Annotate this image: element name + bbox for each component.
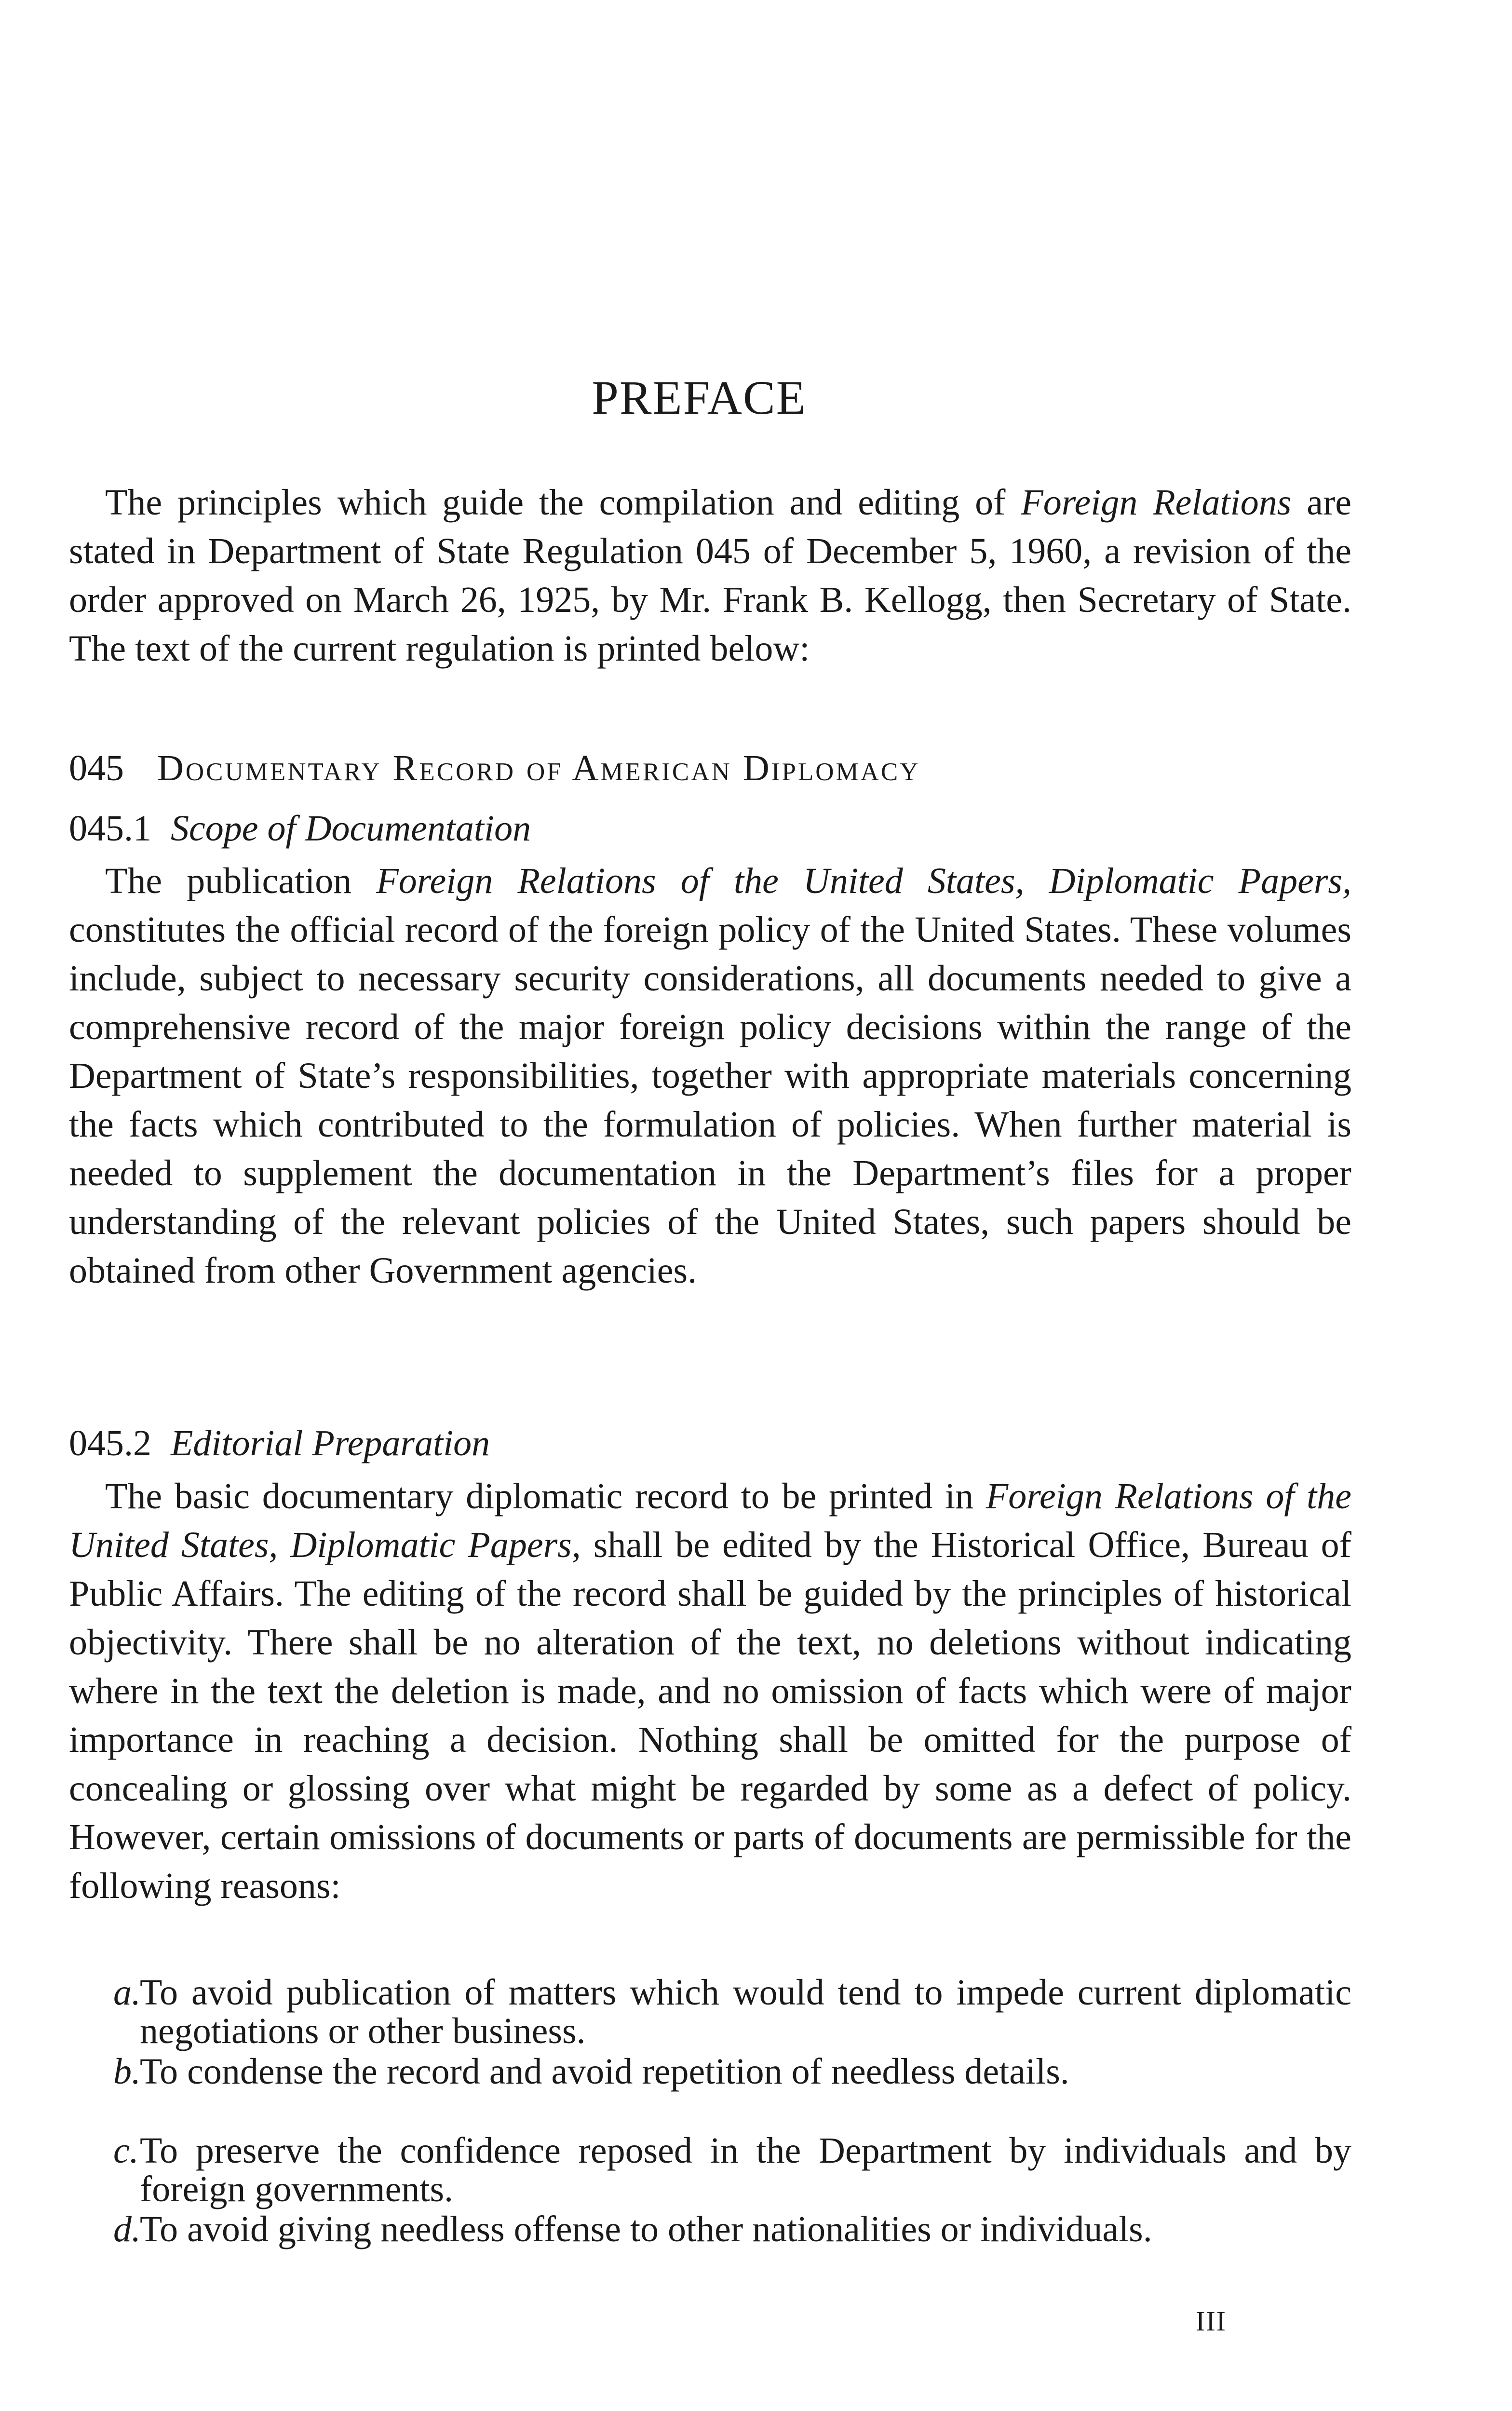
scope-italic-title: Foreign Relations of the United States, Diplomatic Papers, [376, 861, 1351, 901]
editorial-italic-title: Foreign Relations of the United States, Diplomatic Papers, [69, 1476, 1351, 1565]
scope-title: Scope of Documentation [171, 808, 531, 849]
editorial-text-2: shall be edited by the Historical Office, Bureau of Public Affairs. The editing of the record shall be guided by the principles of historical objectivity. There shall be no alteration of the text, no deletions without indicating where in the text the deletion is made, and no omission of facts which were of major importance in reaching a decision. Nothing shall be omitted for the purpose of concealing or glossing over what might be regarded by some as a defect of policy. However, certain omissions of documents or parts of documents are permissible for the following reasons: [69, 1525, 1351, 1906]
scope-paragraph-block [69, 857, 1351, 1295]
intro-italic-title: Foreign Relations [1021, 482, 1292, 523]
list-item-letter: b. [113, 2051, 141, 2092]
list-item-letter: c. [113, 2130, 139, 2171]
list-item-letter: d. [113, 2209, 141, 2249]
intro-paragraph-block [69, 478, 1351, 673]
scope-number: 045.1 [69, 808, 151, 849]
intro-text-2: are stated in Department of State Regulation 045 of December 5, 1960, a revision of the order approved on March 26, 1925, by Mr. Frank B. Kellogg, then Secretary of State. The text of the current regulation is printed below: [69, 482, 1351, 669]
editorial-number: 045.2 [69, 1423, 151, 1463]
editorial-paragraph-block [69, 1472, 1351, 1910]
list-item-text: To avoid publication of matters which would tend to impede current diplomatic negotiations or other business. [140, 1972, 1351, 2051]
page-number: III [1196, 2305, 1227, 2337]
intro-text-1: The principles which guide the compilation and editing of [105, 482, 1021, 523]
editorial-heading [69, 1425, 490, 1462]
intro-paragraph [69, 478, 1351, 673]
list-item-letter: a. [113, 1972, 141, 2013]
list-item-text: To preserve the confidence reposed in the Department by individuals and by foreign governments. [140, 2130, 1351, 2209]
scope-text-2: constitutes the official record of the foreign policy of the United States. These volumes include, subject to necessary security considerations, all documents needed to give a comprehensive record of the major foreign policy decisions within the range of the Department of State’s responsibilities, together with appropriate materials concerning the facts which contributed to the formulation of policies. When further material is needed to supplement the documentation in the Department’s files for a proper understanding of the relevant policies of the United States, such papers should be obtained from other Government agencies. [69, 909, 1351, 1291]
list-item [113, 2051, 1351, 2092]
list-item-text: To avoid giving needless offense to other nationalities or individuals. [140, 2209, 1152, 2249]
scope-heading [69, 810, 531, 847]
list-item [113, 2209, 1191, 2249]
scope-paragraph [69, 857, 1351, 1295]
section-title: Documentary Record of American Diplomacy [157, 748, 920, 788]
editorial-text-1: The basic documentary diplomatic record to be printed in [105, 1476, 986, 1517]
list-item-text: To condense the record and avoid repetition of needless details. [140, 2051, 1069, 2092]
list-item [113, 2130, 1351, 2209]
list-item [113, 1972, 1351, 2051]
editorial-paragraph [69, 1472, 1351, 1910]
page-title: PREFACE [592, 371, 807, 424]
editorial-title: Editorial Preparation [171, 1423, 490, 1463]
section-number: 045 [69, 748, 124, 788]
section-heading [69, 750, 1351, 786]
scope-text-1: The publication [105, 861, 377, 901]
